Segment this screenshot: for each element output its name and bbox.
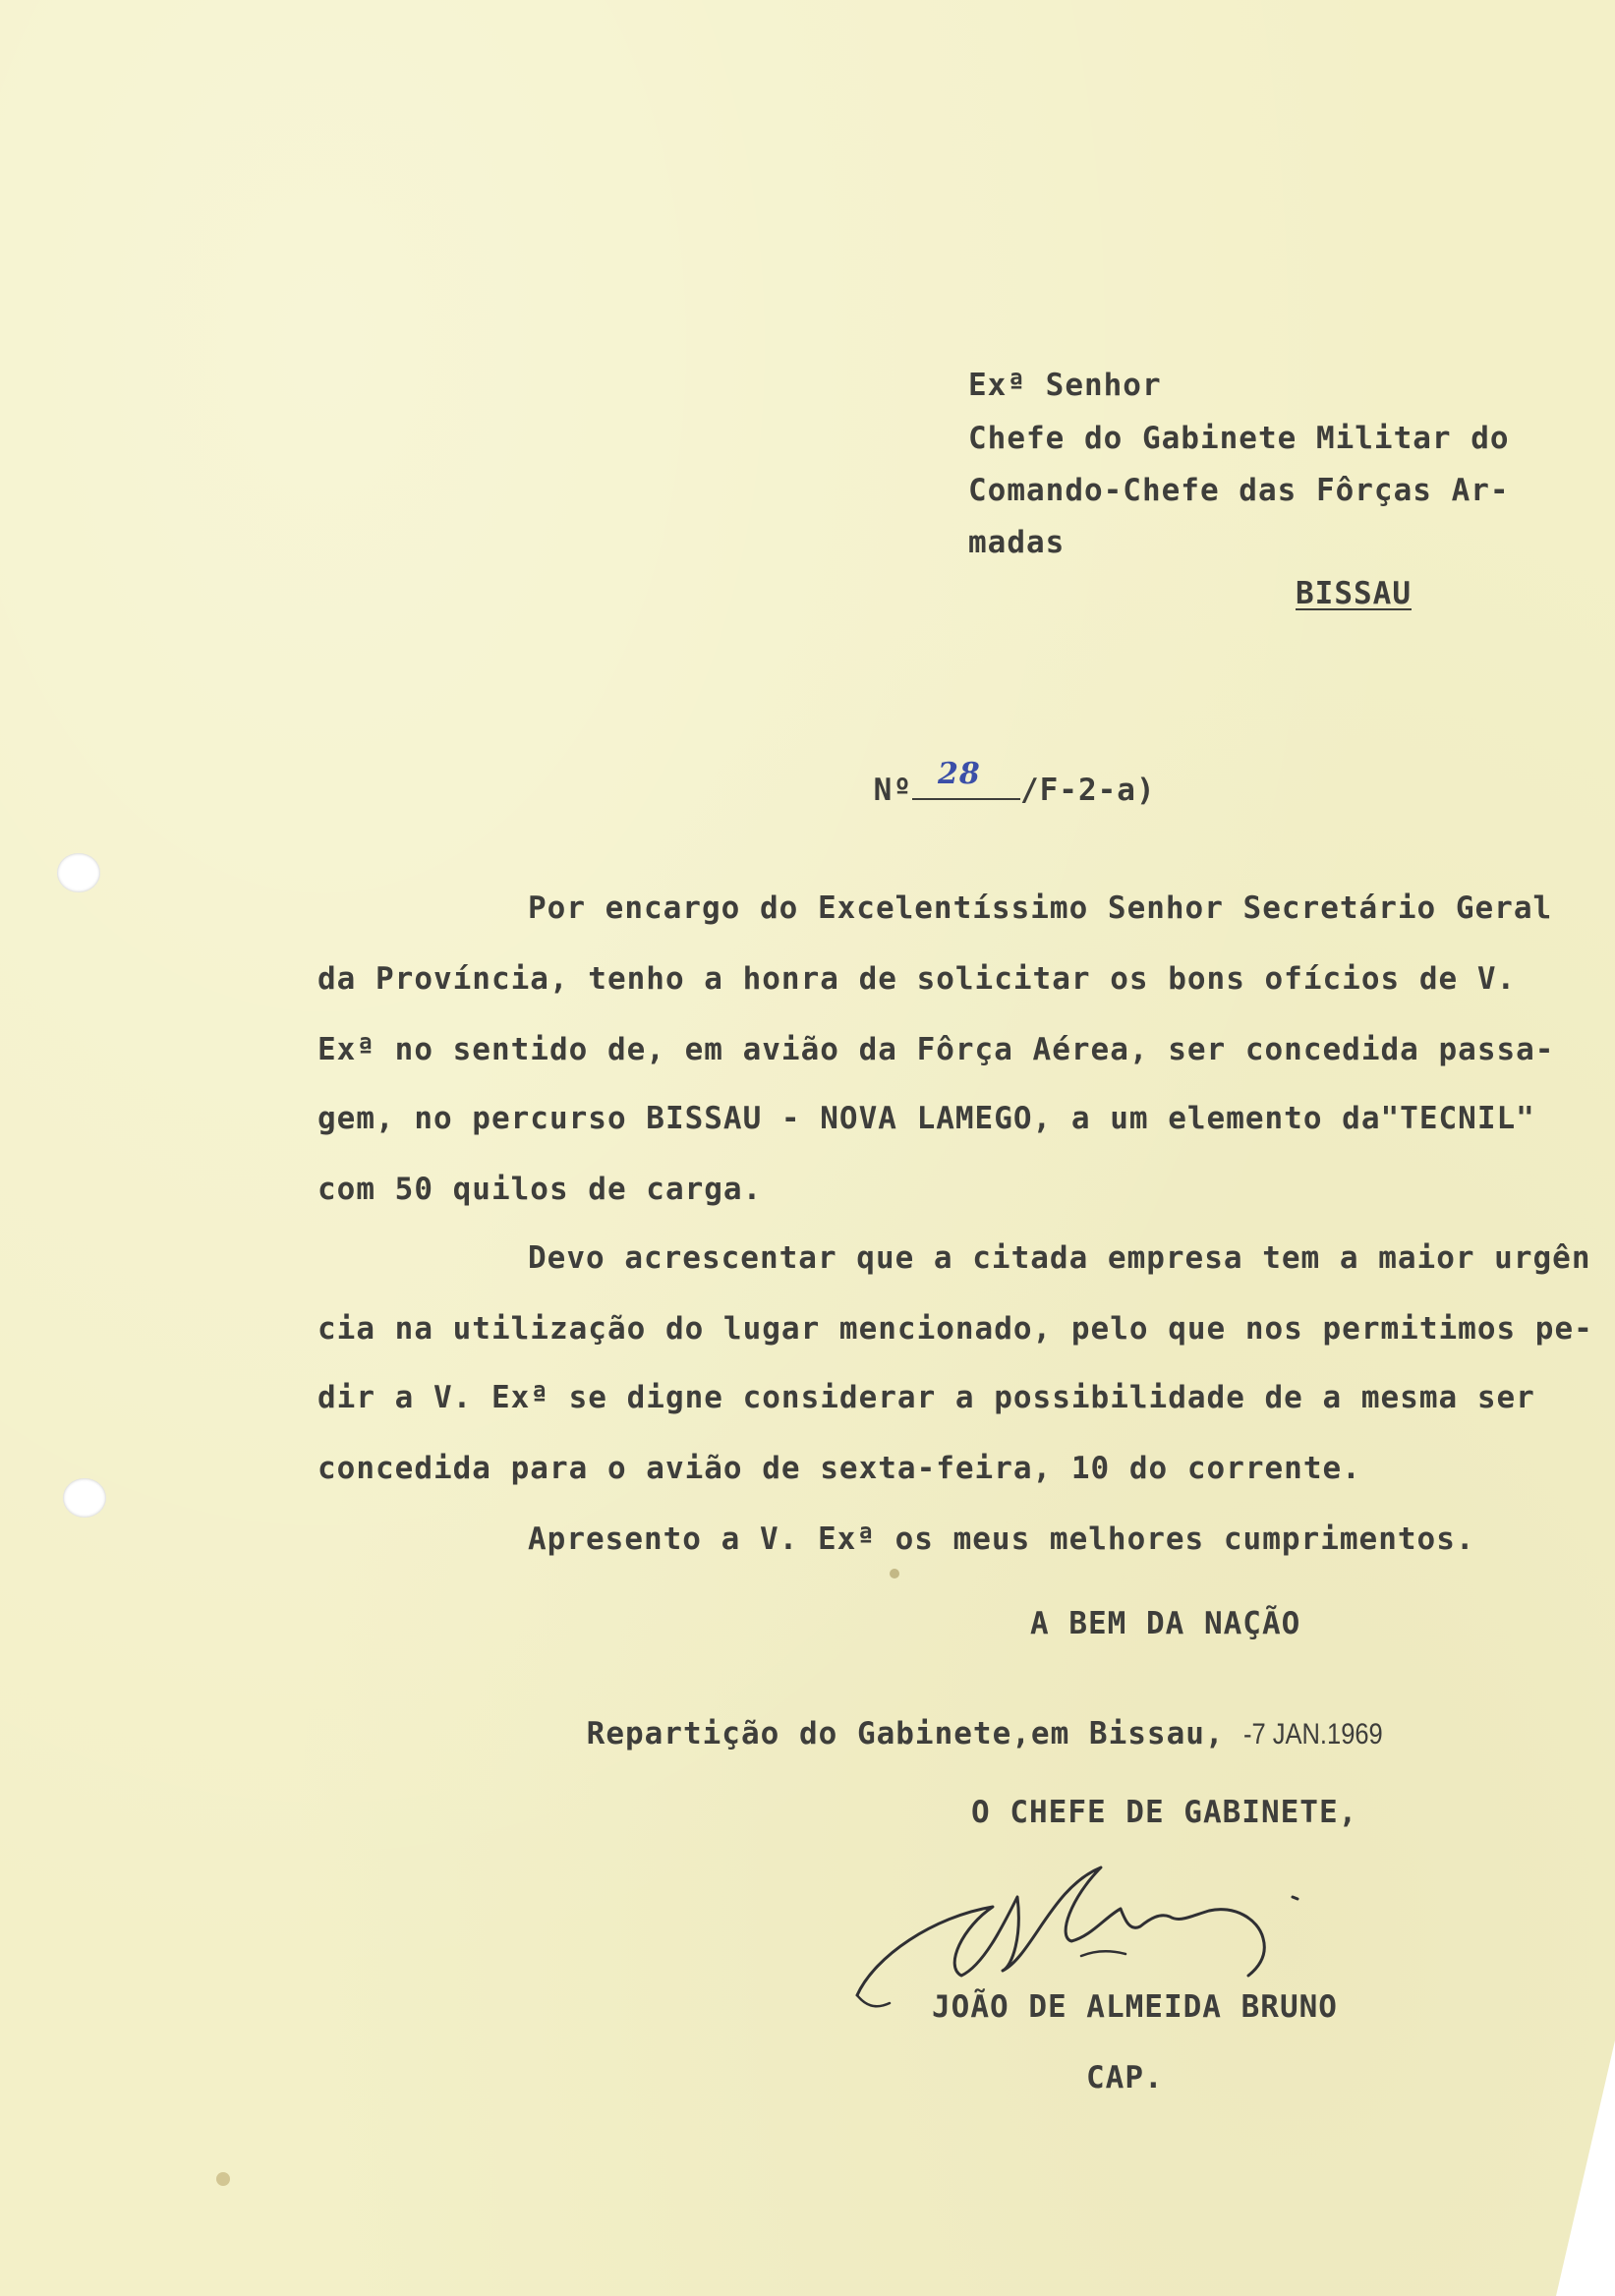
closing-title: O CHEFE DE GABINETE, (971, 1795, 1358, 1830)
closing-place: Repartição do Gabinete,em Bissau, (586, 1716, 1244, 1751)
body-p3-line-1: Apresento a V. Exª os meus melhores cumprimentos. (528, 1521, 1475, 1557)
body-p2-line-3: dir a V. Exª se digne considerar a possibilidade de a mesma ser (317, 1380, 1535, 1415)
body-p2-line-2: cia na utilização do lugar mencionado, pelo que nos permitimos pe- (317, 1311, 1593, 1347)
punch-hole-bottom (63, 1478, 106, 1518)
addressee-line-4: madas (968, 525, 1066, 560)
closing-motto: A BEM DA NAÇÃO (1030, 1606, 1301, 1641)
closing-place-date (509, 1681, 1408, 1788)
body-p2-line-4: concedida para o avião de sexta-feira, 10 do corrente. (317, 1451, 1361, 1486)
body-p1-line-1: Por encargo do Excelentíssimo Senhor Secretário Geral (528, 890, 1553, 926)
reference-suffix: /F-2-a) (1019, 773, 1156, 808)
addressee-line-3: Comando-Chefe das Fôrças Ar- (968, 473, 1510, 508)
ink-spot (890, 1569, 899, 1578)
punch-hole-top (57, 853, 100, 892)
reference-line (796, 735, 1156, 843)
stain-spot (216, 2172, 230, 2186)
body-p1-line-4: gem, no percurso BISSAU - NOVA LAMEGO, a um elemento da"TECNIL" (317, 1101, 1535, 1136)
body-p1-line-2: da Província, tenho a honra de solicitar os bons ofícios de V. (317, 961, 1517, 997)
signatory-rank: CAP. (1086, 2060, 1164, 2095)
reference-prefix: Nº (873, 773, 912, 808)
signatory-name: JOÃO DE ALMEIDA BRUNO (932, 1989, 1338, 2025)
paper-corner-cut (1556, 2040, 1615, 2296)
addressee-salutation: Exª Senhor (968, 368, 1162, 403)
addressee-line-2: Chefe do Gabinete Militar do (968, 421, 1510, 456)
date-stamp: -7 JAN.1969 (1243, 1718, 1383, 1751)
reference-blank (912, 757, 1020, 800)
body-p2-line-1: Devo acrescentar que a citada empresa tem a maior urgên (528, 1240, 1591, 1276)
addressee-city: BISSAU (1296, 576, 1412, 611)
body-p1-line-3: Exª no sentido de, em avião da Fôrça Aérea, ser concedida passa- (317, 1032, 1555, 1067)
body-p1-line-5: com 50 quilos de carga. (317, 1172, 763, 1207)
reference-number: 28 (937, 757, 981, 791)
